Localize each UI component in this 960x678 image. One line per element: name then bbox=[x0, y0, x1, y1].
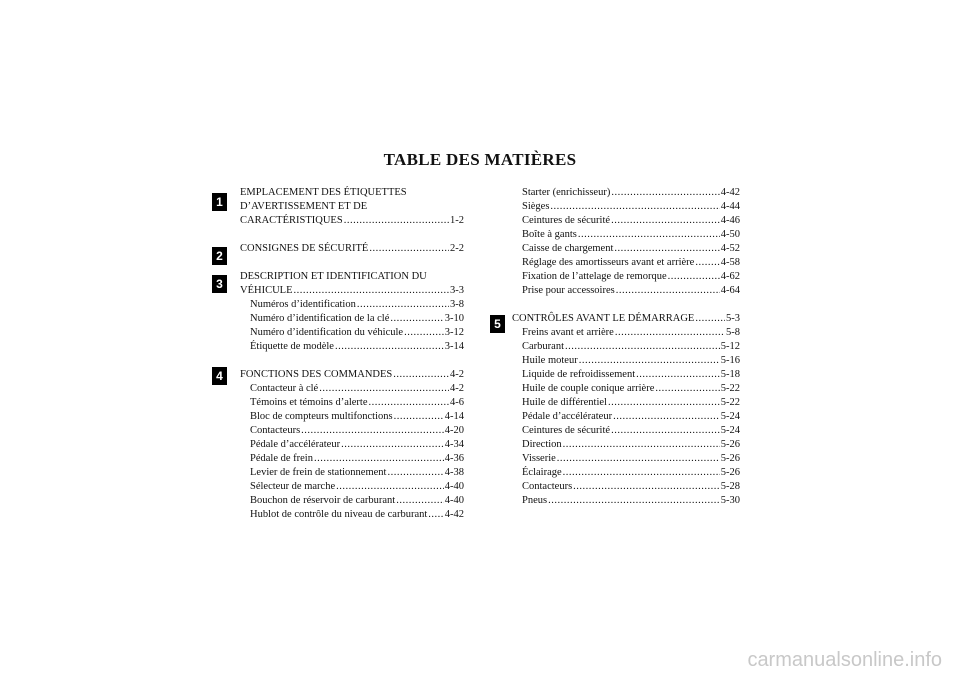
toc-entry[interactable] bbox=[522, 256, 740, 270]
chapter-1-title-line: EMPLACEMENT DES ÉTIQUETTES bbox=[240, 187, 407, 198]
page-number: 4-50 bbox=[720, 229, 740, 240]
toc-entry[interactable] bbox=[522, 438, 740, 452]
page-number: 3-8 bbox=[450, 299, 464, 310]
toc-entry[interactable] bbox=[250, 410, 464, 424]
entry-label: Pédale d’accélérateur bbox=[250, 439, 341, 450]
entry-label: Starter (enrichisseur) bbox=[522, 187, 611, 198]
toc-entry[interactable] bbox=[250, 480, 464, 494]
page-number: 3-12 bbox=[444, 327, 464, 338]
page-number: 4-2 bbox=[450, 369, 464, 380]
toc-entry[interactable] bbox=[522, 326, 740, 340]
page-number: 4-36 bbox=[444, 453, 464, 464]
toc-chapter-2[interactable] bbox=[240, 242, 464, 256]
page-number: 4-62 bbox=[720, 271, 740, 282]
page-number: 4-46 bbox=[720, 215, 740, 226]
chapter-5-title: CONTRÔLES AVANT LE DÉMARRAGE bbox=[512, 313, 695, 324]
toc-entry[interactable] bbox=[522, 214, 740, 228]
toc-entry[interactable] bbox=[522, 284, 740, 298]
toc-entry[interactable] bbox=[250, 396, 464, 410]
page-number: 5-12 bbox=[720, 341, 740, 352]
toc-entry[interactable] bbox=[250, 382, 464, 396]
page-number: 5-26 bbox=[720, 467, 740, 478]
toc-entry[interactable] bbox=[522, 480, 740, 494]
toc-entry[interactable] bbox=[522, 354, 740, 368]
entry-label: Levier de frein de stationnement bbox=[250, 467, 387, 478]
entry-label: Huile de couple conique arrière bbox=[522, 383, 655, 394]
entry-label: Huile de différentiel bbox=[522, 397, 607, 408]
toc-entry[interactable] bbox=[522, 382, 740, 396]
page-number: 4-58 bbox=[720, 257, 740, 268]
entry-label: Visserie bbox=[522, 453, 556, 464]
entry-label: Prise pour accessoires bbox=[522, 285, 615, 296]
page-number: 5-16 bbox=[720, 355, 740, 366]
page-number: 5-26 bbox=[720, 439, 740, 450]
page-number: 5-28 bbox=[720, 481, 740, 492]
toc-right-column bbox=[512, 186, 740, 508]
entry-label: Pédale de frein bbox=[250, 453, 313, 464]
toc-entry[interactable] bbox=[250, 326, 464, 340]
toc-entry[interactable] bbox=[250, 494, 464, 508]
page-number: 4-64 bbox=[720, 285, 740, 296]
toc-entry[interactable] bbox=[250, 508, 464, 522]
entry-label: Sélecteur de marche bbox=[250, 481, 336, 492]
chapter-5-tab[interactable]: 5 bbox=[490, 315, 505, 333]
chapter-2-tab[interactable]: 2 bbox=[212, 247, 227, 265]
toc-chapter-4[interactable] bbox=[240, 368, 464, 382]
entry-label: Numéros d’identification bbox=[250, 299, 356, 310]
page-number: 5-22 bbox=[720, 397, 740, 408]
toc-entry[interactable] bbox=[522, 494, 740, 508]
toc-entry[interactable] bbox=[250, 466, 464, 480]
page-number: 4-20 bbox=[444, 425, 464, 436]
toc-entry[interactable] bbox=[522, 368, 740, 382]
page-number: 5-18 bbox=[720, 369, 740, 380]
page-number: 4-40 bbox=[444, 495, 464, 506]
toc-entry[interactable] bbox=[250, 340, 464, 354]
watermark: carmanualsonline.info bbox=[747, 649, 942, 671]
page-number: 4-40 bbox=[444, 481, 464, 492]
chapter-3-title-line: VÉHICULE bbox=[240, 285, 293, 296]
chapter-4-tab[interactable]: 4 bbox=[212, 367, 227, 385]
entry-label: Témoins et témoins d’alerte bbox=[250, 397, 368, 408]
page-title: TABLE DES MATIÈRES bbox=[383, 150, 577, 169]
entry-label: Contacteurs bbox=[522, 481, 573, 492]
toc-entry[interactable] bbox=[522, 396, 740, 410]
page-number: 3-10 bbox=[444, 313, 464, 324]
chapter-4-title: FONCTIONS DES COMMANDES bbox=[240, 369, 393, 380]
entry-label: Huile moteur bbox=[522, 355, 578, 366]
toc-entry[interactable] bbox=[522, 270, 740, 284]
entry-label: Freins avant et arrière bbox=[522, 327, 614, 338]
entry-label: Ceintures de sécurité bbox=[522, 215, 611, 226]
toc-left-column bbox=[240, 186, 464, 522]
entry-label: Ceintures de sécurité bbox=[522, 425, 611, 436]
entry-label: Sièges bbox=[522, 201, 550, 212]
toc-entry[interactable] bbox=[250, 312, 464, 326]
entry-label: Hublot de contrôle du niveau de carburant bbox=[250, 509, 428, 520]
page-number: 4-42 bbox=[720, 187, 740, 198]
toc-entry[interactable] bbox=[522, 424, 740, 438]
chapter-3-title-line: DESCRIPTION ET IDENTIFICATION DU bbox=[240, 271, 427, 282]
page-number: 5-22 bbox=[720, 383, 740, 394]
toc-entry[interactable] bbox=[250, 298, 464, 312]
page-number: 5-8 bbox=[726, 327, 740, 338]
page-number: 5-3 bbox=[726, 313, 740, 324]
chapter-3-tab[interactable]: 3 bbox=[212, 275, 227, 293]
page-number: 4-34 bbox=[444, 439, 464, 450]
chapter-1-tab[interactable]: 1 bbox=[212, 193, 227, 211]
page-number: 4-52 bbox=[720, 243, 740, 254]
toc-entry[interactable] bbox=[522, 186, 740, 200]
page-number: 2-2 bbox=[450, 243, 464, 254]
page-number: 1-2 bbox=[450, 215, 464, 226]
toc-chapter-5[interactable] bbox=[512, 312, 740, 326]
toc-entry[interactable] bbox=[522, 452, 740, 466]
entry-label: Liquide de refroidissement bbox=[522, 369, 636, 380]
entry-label: Éclairage bbox=[522, 467, 562, 478]
entry-label: Numéro d’identification du véhicule bbox=[250, 327, 404, 338]
entry-label: Carburant bbox=[522, 341, 564, 352]
entry-label: Bouchon de réservoir de carburant bbox=[250, 495, 396, 506]
entry-label: Direction bbox=[522, 439, 562, 450]
entry-label: Caisse de chargement bbox=[522, 243, 614, 254]
toc-chapter-1[interactable] bbox=[240, 186, 464, 228]
chapter-2-title: CONSIGNES DE SÉCURITÉ bbox=[240, 243, 369, 254]
entry-label: Réglage des amortisseurs avant et arrière bbox=[522, 257, 695, 268]
page-number: 4-38 bbox=[444, 467, 464, 478]
page-number: 3-14 bbox=[444, 341, 464, 352]
toc-entry[interactable] bbox=[250, 424, 464, 438]
page-number: 4-6 bbox=[450, 397, 464, 408]
page-number: 5-26 bbox=[720, 453, 740, 464]
chapter-1-title-line: D’AVERTISSEMENT ET DE bbox=[240, 201, 368, 212]
toc-entry[interactable] bbox=[250, 438, 464, 452]
entry-label: Bloc de compteurs multifonctions bbox=[250, 411, 393, 422]
page-number: 5-24 bbox=[720, 411, 740, 422]
toc-entry[interactable] bbox=[522, 242, 740, 256]
toc-chapter-3[interactable] bbox=[240, 270, 464, 298]
chapter-1-title-line: CARACTÉRISTIQUES bbox=[240, 215, 343, 226]
entry-label: Contacteur à clé bbox=[250, 383, 319, 394]
entry-label: Pédale d’accélérateur bbox=[522, 411, 613, 422]
toc-entry[interactable] bbox=[522, 228, 740, 242]
page-number: 3-3 bbox=[450, 285, 464, 296]
entry-label: Boîte à gants bbox=[522, 229, 577, 240]
entry-label: Pneus bbox=[522, 495, 548, 506]
entry-label: Fixation de l’attelage de remorque bbox=[522, 271, 667, 282]
entry-label: Étiquette de modèle bbox=[250, 341, 334, 352]
page-number: 5-30 bbox=[720, 495, 740, 506]
page-number: 4-42 bbox=[444, 509, 464, 520]
toc-entry[interactable] bbox=[522, 340, 740, 354]
toc-entry[interactable] bbox=[522, 466, 740, 480]
page-number: 4-2 bbox=[450, 383, 464, 394]
page-number: 4-14 bbox=[444, 411, 464, 422]
toc-entry[interactable] bbox=[522, 410, 740, 424]
page-number: 4-44 bbox=[720, 201, 740, 212]
toc-entry[interactable] bbox=[250, 452, 464, 466]
page-number: 5-24 bbox=[720, 425, 740, 436]
entry-label: Numéro d’identification de la clé bbox=[250, 313, 390, 324]
toc-entry[interactable] bbox=[522, 200, 740, 214]
entry-label: Contacteurs bbox=[250, 425, 301, 436]
